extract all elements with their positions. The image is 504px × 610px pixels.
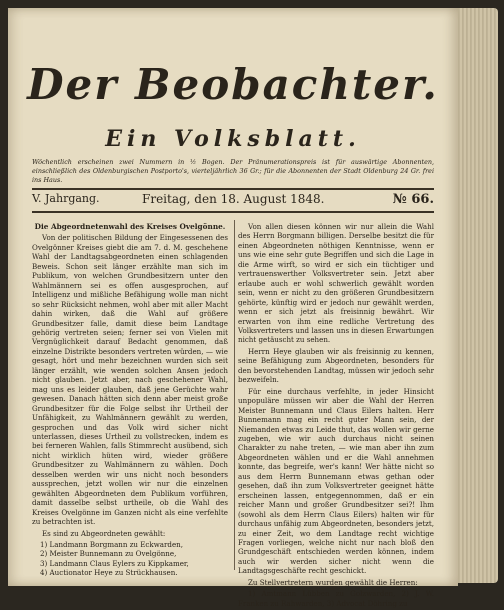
book-page-edges (456, 8, 498, 583)
article-paragraph: Von der politischen Bildung der Eingesessenen des Ovelgönner Kreises giebt die am 7. d. M. geschehene Wahl der Landtagsabgeordneten einen schlagenden Beweis. Schon seit länger erzählte man sich im Publikum, von welchen Grundbesitzern unter den Wahlmännern sei es offen ausgesprochen, auf Intelligenz und mißliche Befähigung wolle man nicht so sehr Rücksicht nehmen, wohl aber mit aller Macht dahin wirken, daß die Wahl auf größere Grundbesitzer falle, damit diese beim Landtage gehörig vertreten seien; ferner sei von Vielen mit Vergnüglichkeit darauf Bedacht genommen, daß einzelne Distrikte besonders vertreten würden, — wie gesagt, hört und mehr bezeichnen wurden sich seit länger erzählt, wie wenden solchen Ansen jedoch nicht glauben. Jetzt aber, nach geschehener Wahl, mag uns es leider glauben, daß jene Gerüchte wahr gewesen. Danach hätten sich denn aber meist große Grundbesitzer für die Folge selbst ihr Urtheil der Unfähigkeit, zu Wahlmännern gewählt zu werden, gesprochen und das Volk wird sicher nicht unterlassen, dieses Urtheil zu vollstrecken, indem es bei ferneren Wahlen, falls Stimmrecht ausübend, sich nicht wirklich hüten wird, wieder größere Grundbesitzer zu Wahlmännern zu wählen. Doch desselben werden wir uns nicht noch besonders aussprechen, jetzt wollen wir nur die einzelnen gewählten Abgeordneten dem Publikum vorführen, damit dasselbe selbst urtheile, ob die Wahl des Kreises Ovelgönne im Ganzen nicht als eine verfehlte zu betrachten ist. (32, 233, 228, 527)
article-heading: Die Abgeordnetenwahl des Kreises Ovelgönne. (34, 222, 226, 231)
article-paragraph: Für eine durchaus verfehlte, in jeder Hinsicht unpopuläre müssen wir aber die Wahl der Herren Meister Bunnemann und Claus Eilers halten. Herr Bunnemann mag ein recht guter Mann sein, der Niemanden etwas zu Leide thut, das wollen wir gerne zugeben, wie wir auch durchaus nicht seinen Charakter zu nahe treten, — wie man aber ihn zum Abgeordneten wählen und er die Wahl annehmen konnte, das begreife, wer's kann! Wer hätte nicht so aus dem Herrn Bunnemann etwas gethan oder gesehen, daß ihn zum Volksvertreter geeignet hätte erscheinen lassen, entgegennommen, daß er ein reicher Mann und großer Grundbesitzer sei?! Ihm (sowohl als dem Herrn Claus Eilers) halten wir für durchaus unfähig zum Abgeordneten, besonders jetzt, zu einer Zeit, wo dem Landtage recht wichtige Fragen vorliegen, welche nicht nur nach bloß den Grundgeschäft entschieden werden können, indem auch wir werden sicher nicht wenn die Landtagsgeschäfte recht geschickt. (238, 386, 434, 576)
right-column (238, 222, 434, 610)
elected-list (32, 540, 228, 578)
dateline (32, 192, 434, 210)
article-paragraph: 1) Amtmann Lübben zu Golzwarden, 2) J. W. Franken zu Rahwarden, 3) Advocat Döhring zu (238, 589, 434, 608)
list-item: 1) Landmann Borgmann zu Eckwarden, (40, 539, 183, 549)
newspaper-page (8, 8, 458, 608)
volume-year: V. Jahrgang. (32, 192, 100, 205)
column-divider (234, 220, 235, 570)
newspaper-subtitle: Ein Volksblatt. (105, 126, 361, 152)
list-item: 2) Meister Bunnemann zu Ovelgönne, (40, 549, 177, 559)
list-item: 3) Landmann Claus Eylers zu Kippkamer, (40, 558, 189, 568)
article-paragraph: Zu Stellvertretern wurden gewählt die Herren: (248, 577, 418, 587)
rule-top (32, 188, 434, 190)
newspaper-title: Der Beobachter. (27, 60, 439, 109)
article-paragraph: Es sind zu Abgeordneten gewählt: (42, 528, 166, 538)
list-item: 4) Auctionator Heye zu Strückhausen. (40, 568, 178, 578)
subscription-note: Wöchentlich erscheinen zwei Nummern in ½ Bogen. Der Pränumerationspreis ist für auswärtige Abonnenten, einschließlich des Oldenburgischen Postporto's, vierteljährlich 36 Gr.; für die Abonnenten der Stadt Oldenburg 24 Gr. frei ins Haus. (32, 158, 434, 184)
issue-date: Freitag, den 18. August 1848. (142, 192, 325, 206)
article-paragraph: Von allen diesen können wir nur allein die Wahl des Herrn Borgmann billigen. Derselbe besitzt die für einen Abgeordneten nöthigen Kenntnisse, wenn er uns wie eine sehr gute Begriffen und sich die Lage in die Arme wirft, so wird er sich ein tüchtiger und vertrauenswerther Volksvertreter sein. Jetzt aber erlaube auch er wohl schwerlich gewählt worden sein, wenn er nicht zu den größeren Grundbesitzern gehörte, künftig wird er jedoch nur gewählt werden, wenn er sich jetzt als freisinnig bewährt. Wir erwarten von ihm eine redliche Vertretung des Volksvertreters und lassen uns in diesen Erwartungen nicht getäuscht zu sehen. (238, 222, 434, 345)
issue-number: № 66. (392, 192, 434, 207)
article-paragraph: Herrn Heye glauben wir als freisinnig zu kennen, seine Befähigung zum Abgeordneten, besonders für den bevorstehenden Landtag, müssen wir jedoch sehr bezweifeln. (238, 346, 434, 385)
left-column (32, 222, 228, 578)
rule-bottom (32, 211, 434, 213)
